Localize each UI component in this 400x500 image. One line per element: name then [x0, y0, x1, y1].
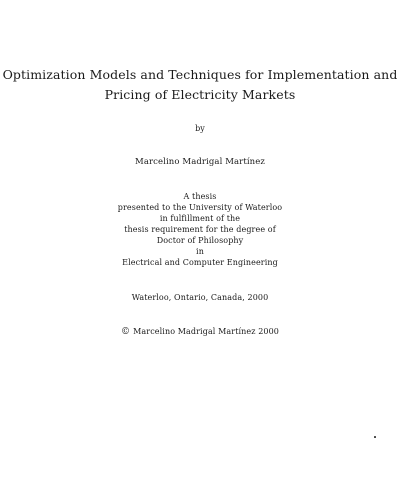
degree-name: Doctor of Philosophy — [156, 236, 244, 245]
thesis-title-line-1: Optimization Models and Techniques for Implementation and — [2, 67, 398, 82]
copyright-icon: © — [121, 327, 131, 337]
author-name: Marcelino Madrigal Martínez — [135, 157, 265, 167]
thesis-statement-line-4: thesis requirement for the degree of — [124, 225, 276, 234]
by-label: by — [195, 124, 205, 133]
thesis-title-line-2: Pricing of Electricity Markets — [104, 87, 296, 102]
thesis-statement-line-2: presented to the University of Waterloo — [117, 203, 283, 212]
location-year: Waterloo, Ontario, Canada, 2000 — [131, 293, 269, 302]
copyright-line — [0, 327, 400, 337]
page-speck — [374, 436, 376, 438]
thesis-statement-line-1: A thesis — [183, 192, 217, 201]
thesis-statement-line-3: in fulfillment of the — [159, 214, 241, 223]
copyright-text: Marcelino Madrigal Martínez 2000 — [133, 327, 279, 336]
department-name: Electrical and Computer Engineering — [122, 258, 278, 267]
thesis-statement-in: in — [196, 247, 204, 256]
